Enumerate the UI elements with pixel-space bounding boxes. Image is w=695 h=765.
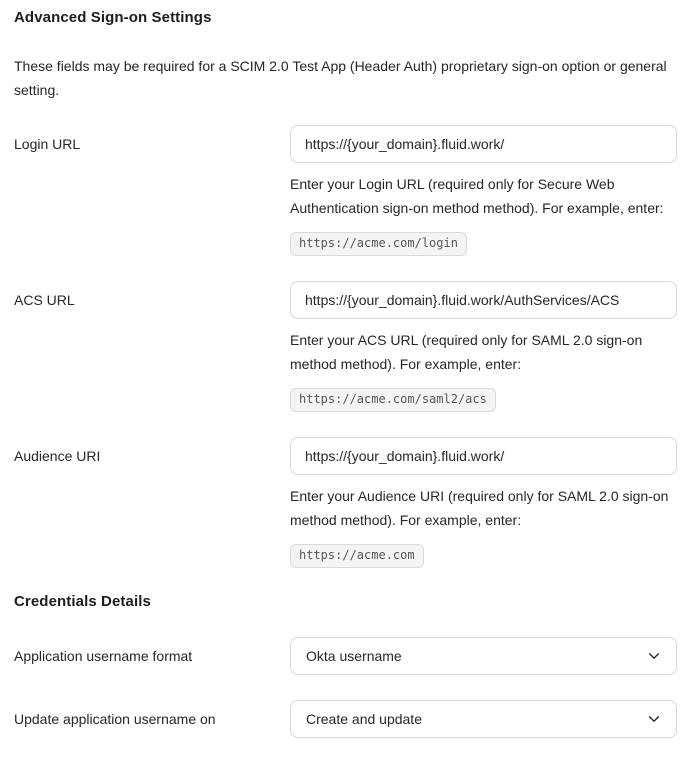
login-url-input[interactable] — [290, 125, 677, 163]
chevron-down-icon — [647, 712, 661, 726]
audience-uri-help-text: Enter your Audience URI (required only for SAML 2.0 sign-on method method). For example, enter: — [290, 488, 669, 528]
acs-url-input[interactable] — [290, 281, 677, 319]
application-username-format-label: Application username format — [14, 648, 193, 664]
field-row-username-format — [14, 637, 677, 675]
audience-uri-field-column — [290, 437, 677, 568]
login-url-example-badge: https://acme.com/login — [290, 232, 467, 256]
login-url-label: Login URL — [14, 136, 81, 152]
field-row-acs-url — [14, 281, 677, 412]
login-url-field-column — [290, 125, 677, 256]
section-title-credentials-details: Credentials Details — [14, 593, 151, 610]
login-url-help-text: Enter your Login URL (required only for Secure Web Authentication sign-on method method). For example, enter: — [290, 176, 664, 216]
acs-url-example-badge: https://acme.com/saml2/acs — [290, 388, 496, 412]
chevron-down-icon — [647, 649, 661, 663]
acs-url-label: ACS URL — [14, 292, 75, 308]
section-description: These fields may be required for a SCIM 2.0 Test App (Header Auth) proprietary sign-on option or general setting. — [14, 58, 667, 98]
application-username-format-value: Okta username — [306, 648, 402, 664]
update-application-username-on-value: Create and update — [306, 711, 422, 727]
field-row-login-url — [14, 125, 677, 256]
field-row-update-username-on — [14, 700, 677, 738]
audience-uri-input[interactable] — [290, 437, 677, 475]
update-username-field-column — [290, 700, 677, 738]
update-application-username-on-select[interactable] — [290, 700, 677, 738]
application-username-format-select[interactable] — [290, 637, 677, 675]
update-application-username-on-label: Update application username on — [14, 711, 216, 727]
audience-uri-example-badge: https://acme.com — [290, 544, 424, 568]
field-row-audience-uri — [14, 437, 677, 568]
acs-url-field-column — [290, 281, 677, 412]
section-title-advanced-sign-on: Advanced Sign-on Settings — [14, 9, 212, 26]
acs-url-help-text: Enter your ACS URL (required only for SAML 2.0 sign-on method method). For example, enter: — [290, 332, 643, 372]
username-format-field-column — [290, 637, 677, 675]
audience-uri-label: Audience URI — [14, 448, 101, 464]
